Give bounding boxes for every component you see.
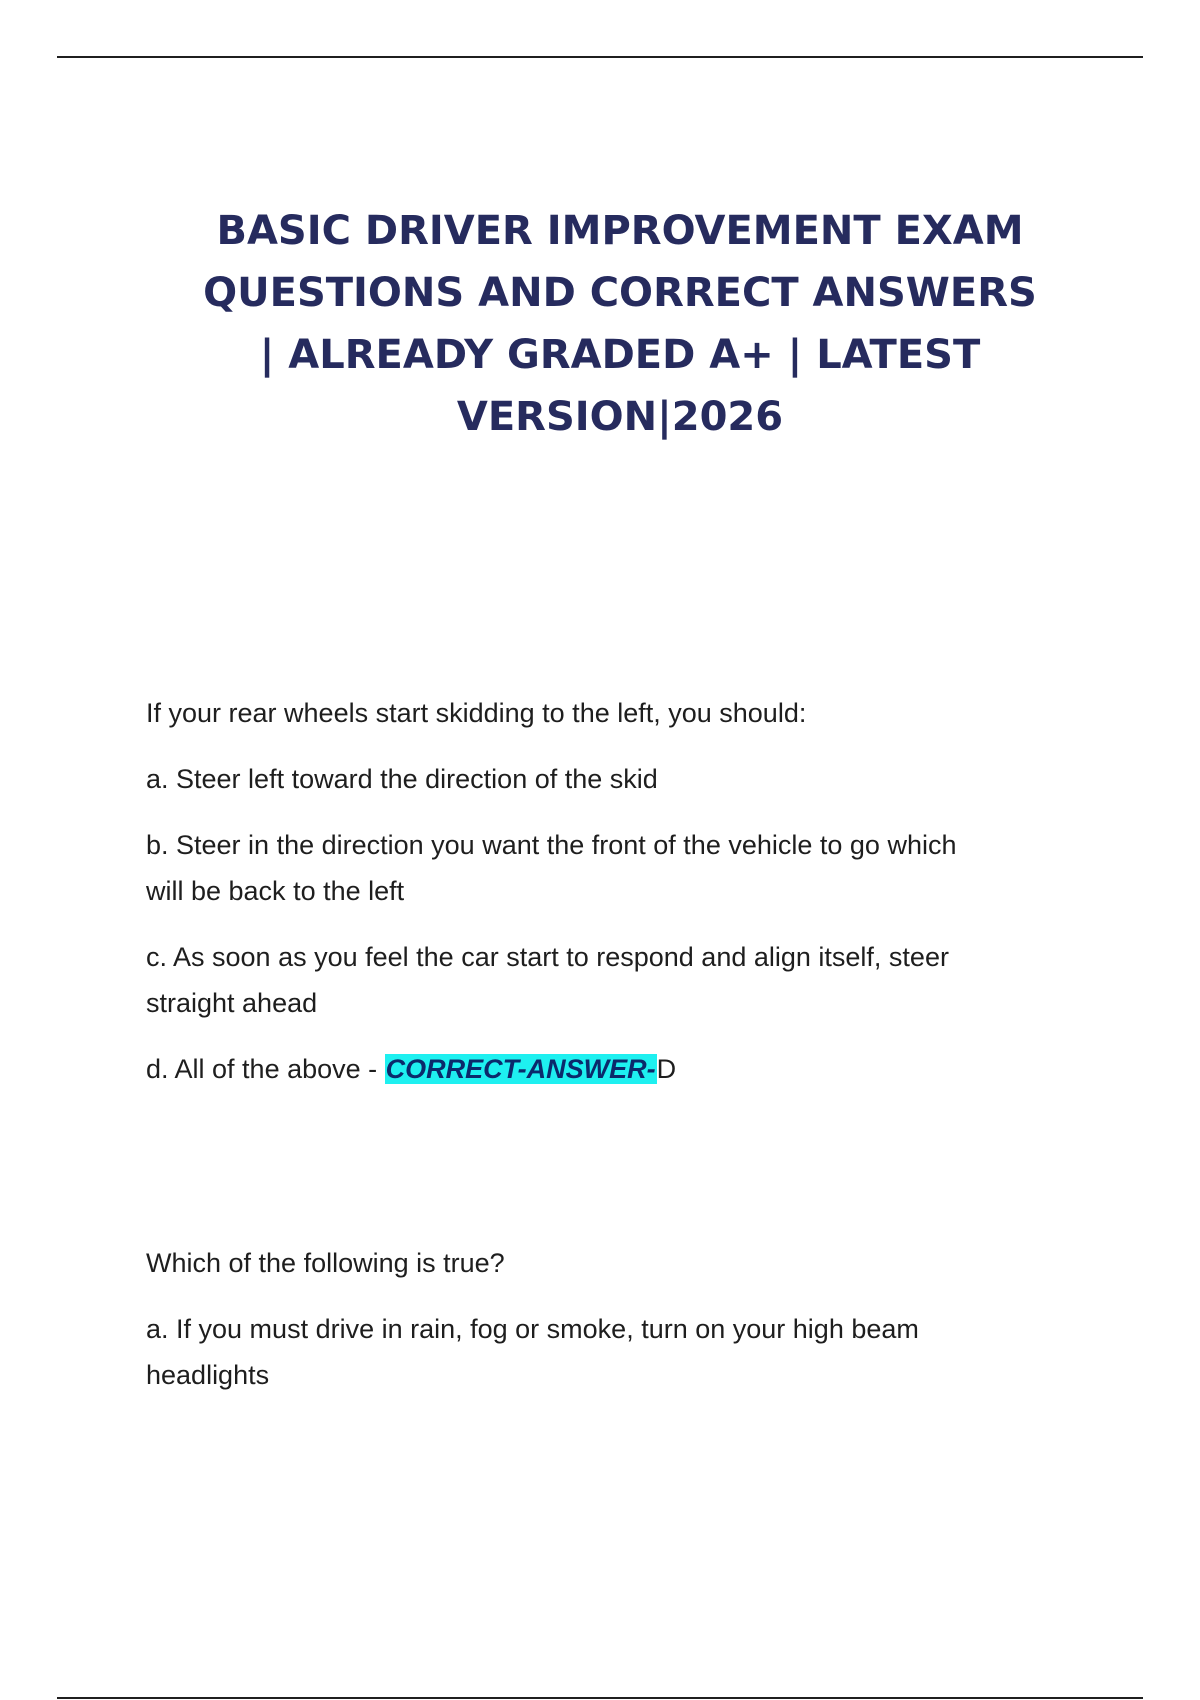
question-1-prompt: If your rear wheels start skidding to the left, you should: [146, 698, 807, 728]
question-1-option-d-text: d. All of the above - [146, 1054, 385, 1084]
question-1-option-c-line-1: c. As soon as you feel the car start to respond and align itself, steer [146, 942, 949, 972]
question-1-option-a: a. Steer left toward the direction of the skid [146, 764, 658, 794]
question-2-option-a-line-2: headlights [146, 1360, 270, 1390]
correct-answer-value: D [656, 1054, 677, 1084]
question-1-option-b-line-2: will be back to the left [146, 876, 405, 906]
question-2 [146, 1240, 1086, 1398]
document-title [120, 200, 1120, 448]
footer-rule [57, 1697, 1143, 1699]
question-1-option-c [146, 934, 1086, 1026]
title-line-1: BASIC DRIVER IMPROVEMENT EXAM [216, 208, 1024, 254]
title-line-4: VERSION|2026 [456, 394, 784, 440]
question-2-prompt: Which of the following is true? [146, 1248, 505, 1278]
title-line-2: QUESTIONS AND CORRECT ANSWERS [203, 270, 1037, 316]
question-1-option-b [146, 822, 1086, 914]
question-1 [146, 690, 1086, 1092]
correct-answer-label: CORRECT-ANSWER- [385, 1054, 656, 1084]
title-line-3: | ALREADY GRADED A+ | LATEST [259, 332, 981, 378]
question-2-option-a [146, 1306, 1086, 1398]
question-1-option-c-line-2: straight ahead [146, 988, 318, 1018]
question-2-option-a-line-1: a. If you must drive in rain, fog or smoke, turn on your high beam [146, 1314, 919, 1344]
question-1-option-d [146, 1046, 1086, 1092]
header-rule [57, 56, 1143, 58]
question-1-option-b-line-1: b. Steer in the direction you want the front of the vehicle to go which [146, 830, 957, 860]
